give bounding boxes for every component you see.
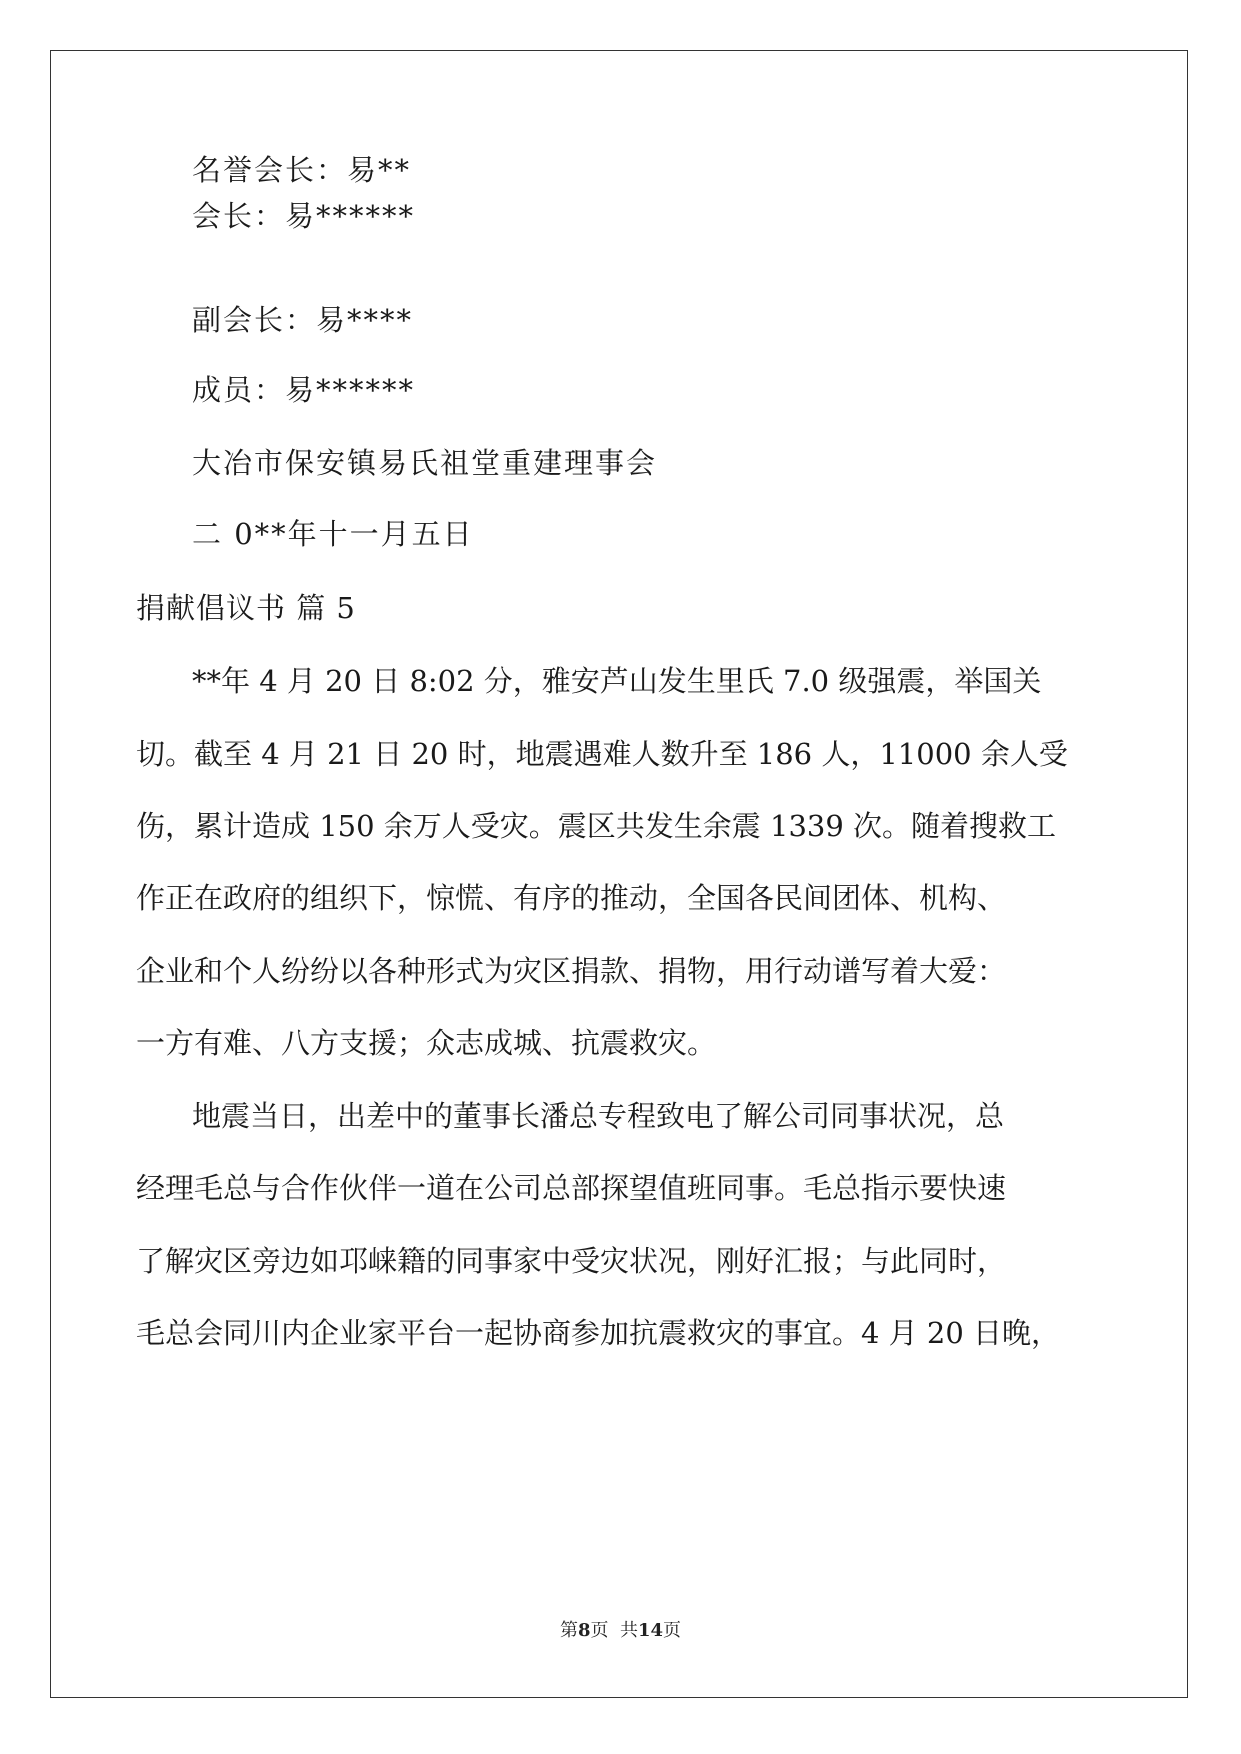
paragraph1-line: 作正在政府的组织下，惊慌、有序的推动，全国各民间团体、机构、: [136, 881, 1007, 915]
current-page-number: 8: [577, 1620, 591, 1641]
members-line: 成员：易******: [192, 373, 416, 407]
section-heading: 捐献倡议书 篇 5: [136, 591, 356, 625]
council-name-line: 大冶市保安镇易氏祖堂重建理事会: [192, 446, 658, 480]
paragraph1-line: 伤，累计造成 150 余万人受灾。震区共发生余震 1339 次。随着搜救工: [136, 809, 1057, 843]
paragraph2-line: 毛总会同川内企业家平台一起协商参加抗震救灾的事宜。4 月 20 日晚，: [136, 1316, 1061, 1350]
page-footer: [0, 1620, 1241, 1642]
paragraph1-line: 一方有难、八方支援；众志成城、抗震救灾。: [136, 1026, 717, 1060]
paragraph2-line: 地震当日，出差中的董事长潘总专程致电了解公司同事状况，总: [192, 1099, 1005, 1133]
paragraph1-line: 企业和个人纷纷以各种形式为灾区捐款、捐物，用行动谱写着大爱：: [136, 954, 1007, 988]
footer-prefix: 第: [559, 1620, 578, 1641]
honorary-president-line: 名誉会长：易**: [192, 153, 412, 187]
page-border: [50, 50, 1188, 1698]
footer-mid: 页 共: [590, 1620, 638, 1641]
paragraph2-line: 了解灾区旁边如邛崃籍的同事家中受灾状况，刚好汇报；与此同时，: [136, 1244, 1007, 1278]
paragraph1-line: **年 4 月 20 日 8:02 分，雅安芦山发生里氏 7.0 级强震，举国关: [192, 664, 1042, 698]
date-line: 二 0**年十一月五日: [192, 517, 474, 551]
president-line: 会长：易******: [192, 199, 416, 233]
footer-suffix: 页: [663, 1620, 682, 1641]
paragraph2-line: 经理毛总与合作伙伴一道在公司总部探望值班同事。毛总指示要快速: [136, 1171, 1007, 1205]
total-pages-number: 14: [637, 1620, 664, 1641]
vice-president-line: 副会长：易****: [192, 303, 414, 337]
paragraph1-line: 切。截至 4 月 21 日 20 时，地震遇难人数升至 186 人，11000 余人受: [136, 737, 1068, 771]
